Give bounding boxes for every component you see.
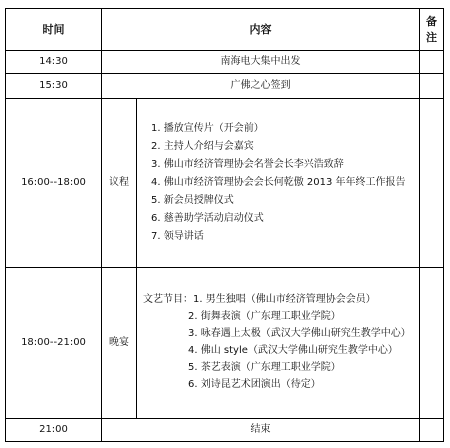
row-checkin-time: 15:30 — [6, 74, 102, 99]
schedule-table — [5, 8, 444, 442]
banquet-program-item: 6. 刘诗昆艺术团演出（待定） — [188, 379, 321, 391]
header-remark — [420, 9, 444, 51]
row-depart-content: 南海电大集中出发 — [102, 51, 420, 74]
header-row — [6, 9, 444, 51]
header-time: 时间 — [6, 9, 102, 51]
agenda-item: 5. 新会员授牌仪式 — [151, 194, 234, 206]
row-checkin — [6, 74, 444, 99]
agenda-item: 2. 主持人介绍与会嘉宾 — [151, 140, 254, 152]
row-banquet — [6, 267, 444, 418]
banquet-program-first-line — [143, 293, 415, 307]
header-remark-top: 备 — [426, 14, 437, 28]
row-checkin-content: 广佛之心签到 — [102, 74, 420, 99]
row-end-time: 21:00 — [6, 418, 102, 441]
schedule-table-container — [5, 8, 443, 442]
row-depart — [6, 51, 444, 74]
banquet-program-item: 1. 男生独唱（佛山市经济管理协会会员） — [193, 294, 376, 306]
agenda-list — [137, 99, 420, 267]
header-remark-bottom: 注 — [426, 30, 437, 44]
row-agenda-remark — [420, 99, 444, 267]
row-banquet-label: 晚宴 — [102, 267, 137, 418]
banquet-program-title: 文艺节目： — [143, 294, 193, 306]
row-banquet-time: 18:00--21:00 — [6, 267, 102, 418]
row-depart-remark — [420, 51, 444, 74]
row-end-content: 结束 — [102, 418, 420, 441]
row-end — [6, 418, 444, 441]
agenda-item: 4. 佛山市经济管理协会会长何乾傲 2013 年年终工作报告 — [151, 176, 406, 188]
agenda-item: 6. 慈善助学活动启动仪式 — [151, 212, 264, 224]
header-content: 内容 — [102, 9, 420, 51]
row-end-remark — [420, 418, 444, 441]
row-depart-time: 14:30 — [6, 51, 102, 74]
row-checkin-remark — [420, 74, 444, 99]
row-banquet-remark — [420, 267, 444, 418]
agenda-item: 1. 播放宣传片（开会前） — [151, 122, 264, 134]
row-agenda — [6, 99, 444, 267]
row-agenda-time: 16:00--18:00 — [6, 99, 102, 267]
agenda-item: 3. 佛山市经济管理协会名誉会长李兴浩致辞 — [151, 158, 344, 170]
banquet-program-item: 3. 咏春遇上太极（武汉大学佛山研究生教学中心） — [188, 328, 411, 340]
banquet-program-list — [137, 267, 420, 418]
banquet-program-item: 4. 佛山 style（武汉大学佛山研究生教学中心） — [188, 345, 398, 357]
banquet-program-item: 5. 茶艺表演（广东理工职业学院） — [188, 362, 341, 374]
banquet-program-item: 2. 街舞表演（广东理工职业学院） — [188, 311, 341, 323]
agenda-item: 7. 领导讲话 — [151, 230, 204, 242]
row-agenda-label: 议程 — [102, 99, 137, 267]
